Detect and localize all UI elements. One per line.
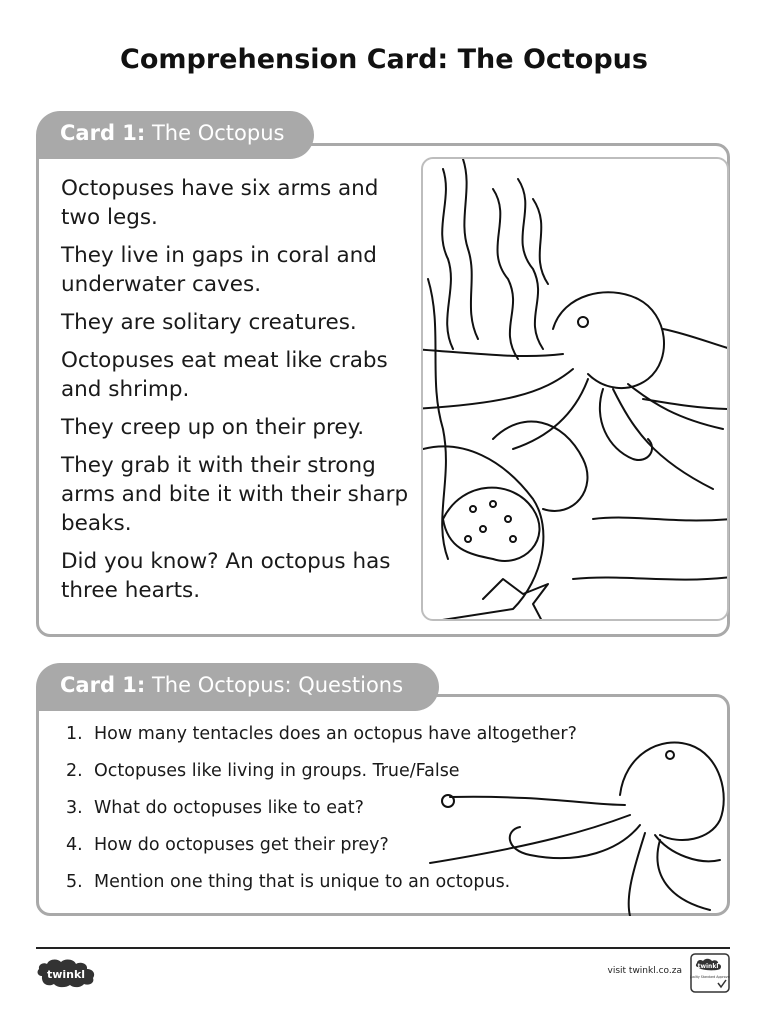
quality-badge bbox=[690, 953, 730, 993]
facts-list bbox=[61, 174, 416, 614]
card-number: Card 1: bbox=[60, 121, 146, 145]
question-number: 3. bbox=[66, 798, 83, 818]
fact-text: They are solitary creatures. bbox=[61, 310, 357, 335]
question-number: 1. bbox=[66, 724, 83, 744]
question-text: How do octopuses get their prey? bbox=[94, 835, 389, 855]
octopus-coral-illustration bbox=[421, 157, 729, 621]
badge-subtext: Quality Standard Approved bbox=[690, 975, 730, 979]
logo-text: twinkl bbox=[46, 968, 86, 981]
fact-text: Did you know? An octopus has three hearts. bbox=[61, 549, 391, 603]
footer-divider bbox=[36, 947, 730, 949]
octopus-illustration bbox=[420, 735, 730, 916]
fact-text: Octopuses have six arms and two legs. bbox=[61, 176, 379, 230]
question-text: Mention one thing that is unique to an octopus. bbox=[94, 872, 511, 892]
card-number: Card 1: bbox=[60, 673, 146, 697]
card-title: The Octopus: Questions bbox=[145, 673, 404, 697]
fact-text: Octopuses eat meat like crabs and shrimp. bbox=[61, 348, 388, 402]
fact-text: They live in gaps in coral and underwater caves. bbox=[61, 243, 377, 297]
question-number: 4. bbox=[66, 835, 83, 855]
fact-text: They creep up on their prey. bbox=[61, 415, 365, 440]
badge-text: twinkl bbox=[697, 963, 719, 970]
question-number: 5. bbox=[66, 872, 83, 892]
card-tab-heading bbox=[36, 663, 439, 711]
card-title: The Octopus bbox=[145, 121, 285, 145]
page-title: Comprehension Card: The Octopus bbox=[120, 44, 648, 75]
card-tab-heading bbox=[36, 111, 314, 159]
question-text: Octopuses like living in groups. True/False bbox=[94, 761, 460, 781]
question-number: 2. bbox=[66, 761, 83, 781]
visit-link[interactable]: visit twinkl.co.za bbox=[607, 966, 682, 976]
question-text: How many tentacles does an octopus have altogether? bbox=[94, 724, 577, 744]
twinkl-logo[interactable] bbox=[36, 956, 98, 988]
question-text: What do octopuses like to eat? bbox=[94, 798, 364, 818]
fact-text: They grab it with their strong arms and bite it with their sharp beaks. bbox=[61, 453, 409, 536]
